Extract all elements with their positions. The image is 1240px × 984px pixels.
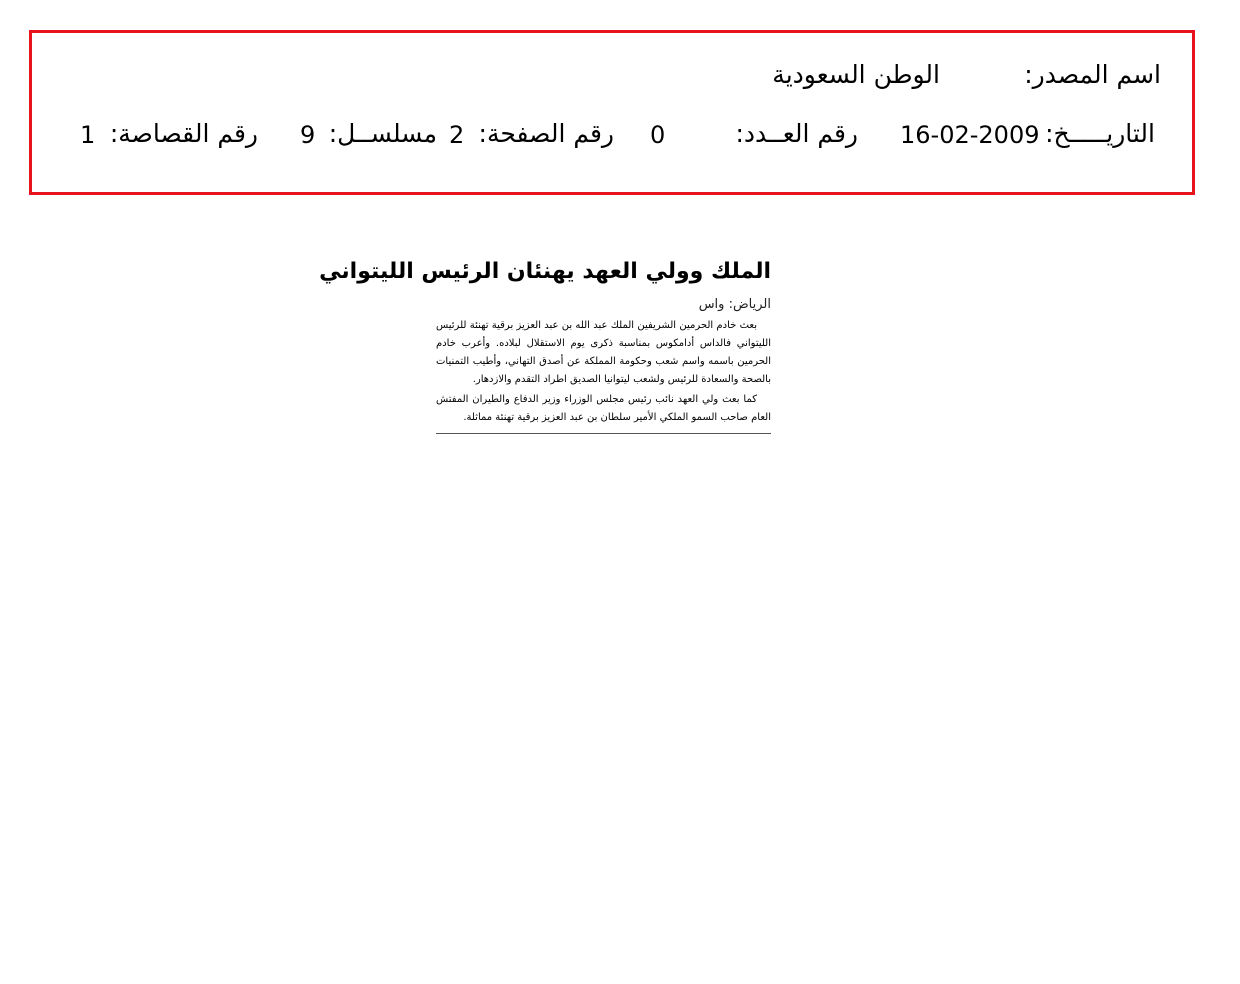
date-value: 16-02-2009 (900, 121, 1040, 149)
clip-number-a: 9 (300, 121, 316, 149)
metadata-frame (29, 30, 1195, 195)
source-value: الوطن السعودية (772, 60, 940, 89)
issue-label: رقم العــدد: (735, 119, 858, 148)
article-bottom-rule (436, 433, 771, 434)
article-title: الملك وولي العهد يهنئان الرئيس الليتواني (319, 259, 771, 284)
date-label: التاريـــــخ: (1045, 119, 1155, 148)
page-label: رقم الصفحة: (478, 119, 614, 148)
clip-number-label: رقم القصاصة: (109, 119, 258, 148)
article-paragraph: كما بعث ولي العهد نائب رئيس مجلس الوزراء وزير الدفاع والطيران المفتش العام صاحب السمو الملكي الأمير سلطان بن عبد العزيز برقية تهنئة مماثلة. (436, 394, 771, 423)
serial-label: مسلســل: (328, 119, 437, 148)
serial-value: 2 (449, 121, 465, 149)
article-dateline: الرياض: واس (698, 297, 771, 312)
article-paragraph: بعث خادم الحرمين الشريفين الملك عبد الله بن عبد العزيز برقية تهنئة للرئيس الليتواني فالداس أدامكوس بمناسبة ذكرى يوم الاستقلال لبلاده. وأعرب خادم الحرمين باسمه واسم شعب وحكومة المملكة عن أصدق التهاني، وأطيب التمنيات بالصحة والسعادة للرئيس ولشعب ليتوانيا الصديق اطراد التقدم والازدهار. (436, 320, 771, 385)
source-label: اسم المصدر: (1024, 60, 1161, 89)
page-value: 0 (650, 121, 666, 149)
clip-number-b: 1 (80, 121, 96, 149)
article-clipping (319, 255, 771, 434)
